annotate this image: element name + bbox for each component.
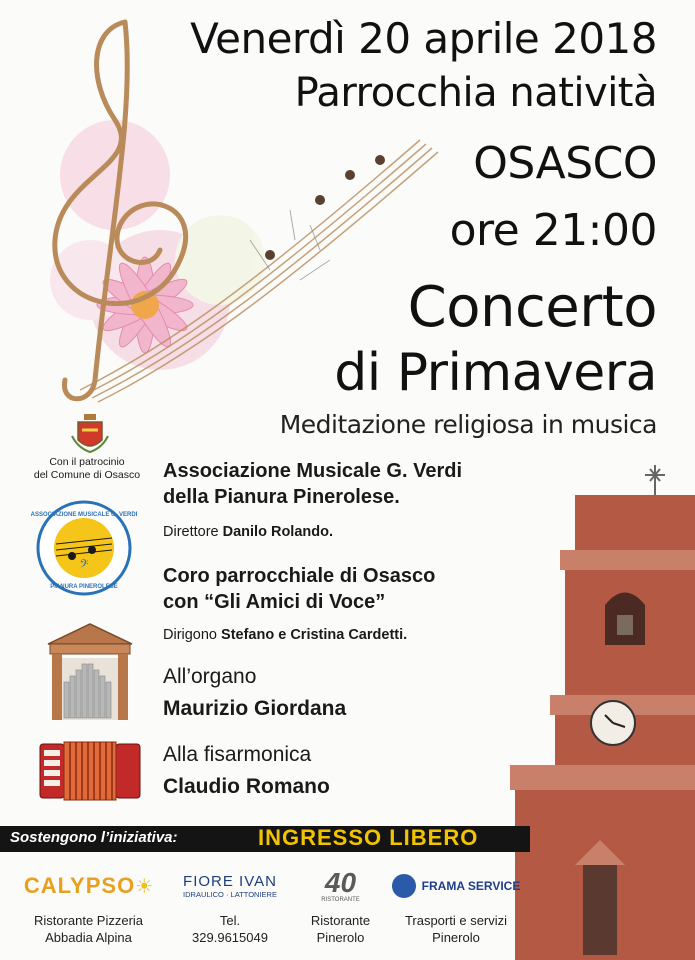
sponsor3-line1: Ristorante <box>310 913 371 928</box>
forty-logo-sub: RISTORANTE <box>321 897 360 903</box>
sponsor-text-fiore-ivan <box>170 912 290 946</box>
sponsor-text-40 <box>293 912 388 946</box>
choir-director-names: Stefano e Cristina Cardetti. <box>221 627 408 643</box>
association-logo <box>30 500 138 596</box>
association-logo-bottom-text: PIANURA PINEROLESE <box>50 584 118 590</box>
association-name <box>163 458 563 510</box>
sponsor-logo-calypso <box>16 866 161 906</box>
patronage-note <box>22 456 152 482</box>
concert-title-line1: Concerto <box>407 275 657 340</box>
globe-icon <box>392 874 416 898</box>
patronage-line1: Con il patrocinio <box>49 456 125 468</box>
director-name: Danilo Rolando. <box>222 524 333 540</box>
association-name-line1: Associazione Musicale G. Verdi <box>163 460 463 482</box>
bell-tower-illustration <box>505 465 695 960</box>
concert-title-line2: di Primavera <box>334 343 657 403</box>
svg-text:𝄢: 𝄢 <box>79 558 89 574</box>
sponsor3-line2: Pinerolo <box>316 930 365 945</box>
choir-directors <box>163 627 407 643</box>
choir-director-prefix: Dirigono <box>163 627 217 643</box>
accordion-icon <box>38 734 142 804</box>
organ-role: All’organo <box>163 665 257 688</box>
sponsor4-line1: Trasporti e servizi <box>404 913 508 928</box>
sponsor-logo-40 <box>293 866 388 906</box>
sponsor2-line1: Tel. <box>219 913 241 928</box>
accordion-player-name: Claudio Romano <box>163 775 330 798</box>
patronage-line2: del Comune di Osasco <box>33 469 141 481</box>
sponsor-logo-fiore-ivan <box>170 866 290 906</box>
sponsor-text-frama <box>390 912 522 946</box>
sponsor4-line2: Pinerolo <box>432 930 480 945</box>
calypso-logo-text: CALYPSO <box>23 873 136 898</box>
association-logo-top-text: ASSOCIAZIONE MUSICALE G. VERDI <box>30 512 138 518</box>
free-entry-label: INGRESSO LIBERO <box>258 825 479 850</box>
event-time: ore 21:00 <box>449 205 657 256</box>
sponsor-logo-frama <box>390 866 522 906</box>
frama-logo-text: FRAMA SERVICE <box>421 879 521 893</box>
association-name-line2: della Pianura Pinerolese. <box>163 486 400 508</box>
sponsor-text-calypso <box>16 912 161 946</box>
town-crest-icon <box>70 412 110 454</box>
concert-subtitle: Meditazione religiosa in musica <box>279 410 657 439</box>
sponsor1-line2: Abbadia Alpina <box>45 930 132 945</box>
forty-logo-text: 40 <box>324 867 357 898</box>
fiore-logo-text: FIORE IVAN <box>183 873 277 890</box>
organ-player-name: Maurizio Giordana <box>163 697 347 720</box>
parish-name: Parrocchia natività <box>294 70 657 116</box>
sponsor2-line2: 329.9615049 <box>192 930 268 945</box>
organ-icon <box>44 622 136 722</box>
sponsors-label: Sostengono l’iniziativa: <box>10 829 178 846</box>
event-date: Venerdì 20 aprile 2018 <box>190 14 657 63</box>
accordion-role: Alla fisarmonica <box>163 743 312 766</box>
choir-name <box>163 563 563 615</box>
choir-line1: Coro parrocchiale di Osasco <box>163 565 436 587</box>
director-prefix: Direttore <box>163 524 219 540</box>
town-name: OSASCO <box>473 138 657 189</box>
choir-line2: con “Gli Amici di Voce” <box>163 591 386 613</box>
fiore-logo-sub: IDRAULICO · LATTONIERE <box>183 890 277 899</box>
association-director <box>163 524 333 540</box>
sun-icon: ☀ <box>135 875 154 898</box>
sponsor1-line1: Ristorante Pizzeria <box>33 913 144 928</box>
